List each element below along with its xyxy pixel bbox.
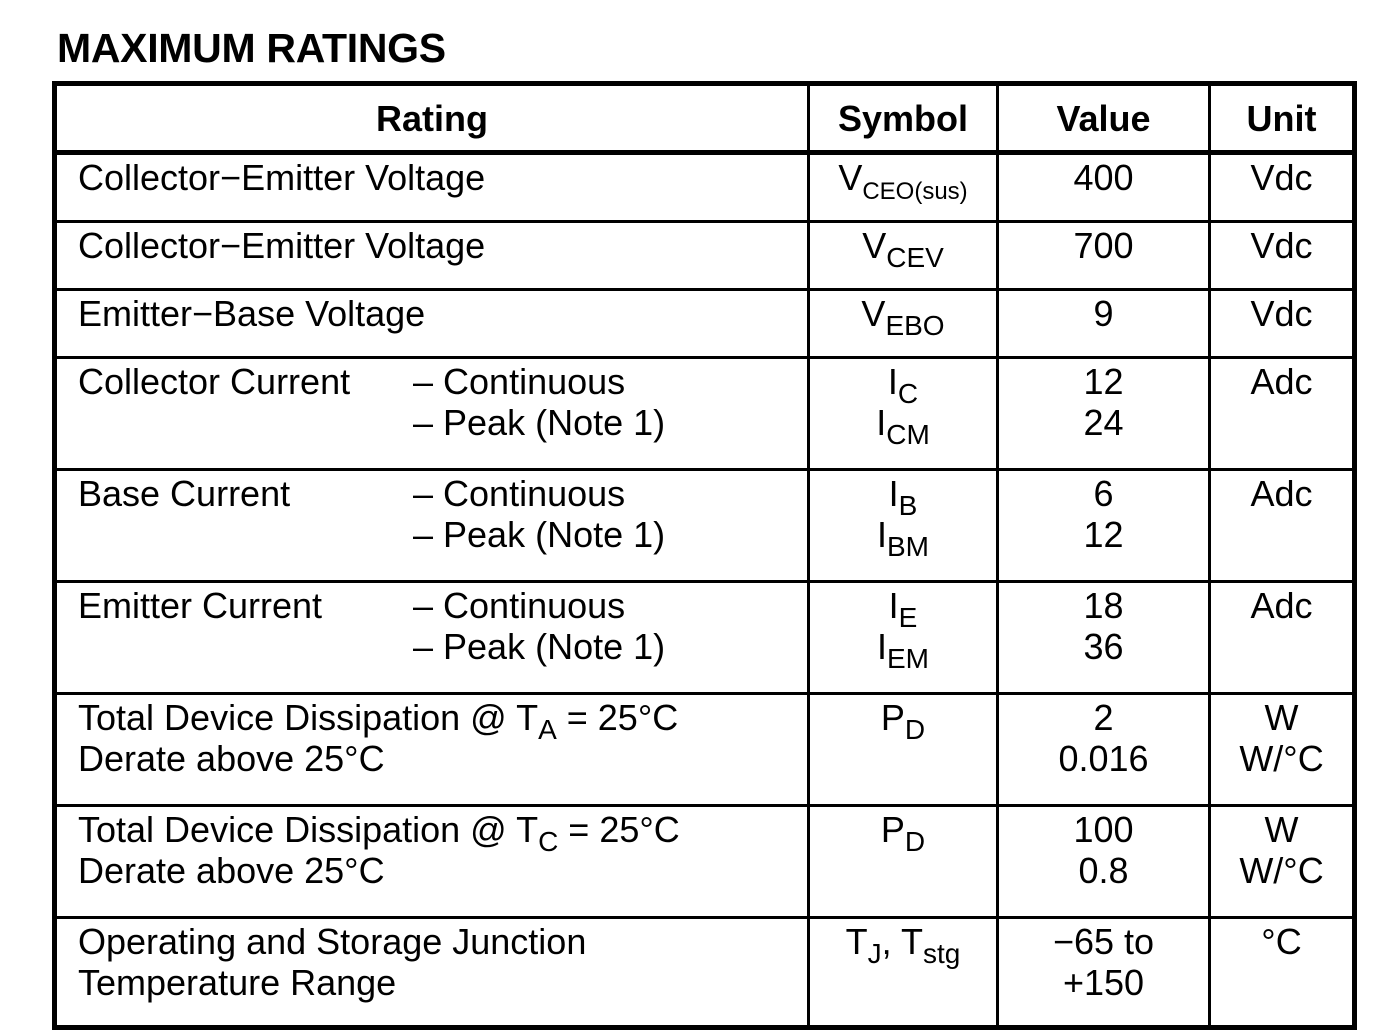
table-row: [55, 153, 1355, 222]
rating-cell: [55, 153, 809, 222]
value: 18: [1083, 585, 1124, 626]
unit-cell: [1210, 358, 1355, 470]
value: 12: [1083, 514, 1124, 555]
table-row: [55, 582, 1355, 694]
table-row: [55, 358, 1355, 470]
value: 2: [1093, 697, 1114, 738]
unit: W/°C: [1239, 850, 1324, 891]
value-cell: [998, 470, 1210, 582]
value-cell: [998, 358, 1210, 470]
value-cell: [998, 153, 1210, 222]
unit: Adc: [1250, 585, 1313, 626]
symbol-cell: [809, 694, 998, 806]
value-cell: [998, 694, 1210, 806]
symbol-cell: [809, 582, 998, 694]
value: 36: [1083, 626, 1124, 667]
maximum-ratings-table: [52, 81, 1357, 1030]
unit: °C: [1261, 921, 1302, 962]
value-cell: [998, 222, 1210, 290]
table-row: [55, 222, 1355, 290]
rating-cell: [55, 470, 809, 582]
symbol: $V_{EBO}$: [861, 293, 945, 341]
page-title: MAXIMUM RATINGS: [57, 25, 446, 71]
symbol: $V_{CEV}$: [862, 225, 944, 273]
unit: Vdc: [1250, 225, 1313, 266]
table-row: [55, 918, 1355, 1028]
symbol: $I_E$: [888, 585, 918, 633]
rating-text: Total Device Dissipation @ $T_A = 25^\circ C$: [78, 697, 679, 745]
header-rating: Rating: [55, 84, 809, 153]
value: 100: [1073, 809, 1134, 850]
value: 12: [1083, 361, 1124, 402]
rating-cell: [55, 582, 809, 694]
value-cell: [998, 918, 1210, 1028]
symbol-cell: [809, 806, 998, 918]
unit-cell: [1210, 582, 1355, 694]
rating-text: Derate above 25°C: [78, 738, 385, 779]
header-symbol: Symbol: [809, 84, 998, 153]
rating-text: Emitter Current: [78, 585, 323, 626]
rating-text: Operating and Storage Junction: [78, 921, 587, 962]
condition-text: – Continuous: [413, 473, 626, 514]
symbol: $V_{CEO(sus)}$: [838, 157, 968, 205]
symbol: $I_{EM}$: [876, 626, 929, 674]
symbol: $T_J$, $T_{stg}$: [845, 921, 961, 969]
value: 6: [1093, 473, 1114, 514]
header-row: [55, 84, 1355, 153]
unit-cell: [1210, 806, 1355, 918]
value-cell: [998, 582, 1210, 694]
symbol-cell: [809, 470, 998, 582]
symbol: $I_C$: [887, 361, 919, 409]
rating-cell: [55, 918, 809, 1028]
rating-cell: [55, 290, 809, 358]
rating-cell: [55, 694, 809, 806]
symbol-cell: [809, 358, 998, 470]
symbol-cell: [809, 290, 998, 358]
value: 0.016: [1058, 738, 1149, 779]
value-cell: [998, 290, 1210, 358]
unit-cell: [1210, 153, 1355, 222]
symbol-cell: [809, 918, 998, 1028]
condition-text: – Continuous: [413, 361, 626, 402]
rating-text: Collector−Emitter Voltage: [78, 225, 486, 266]
header-unit: Unit: [1210, 84, 1355, 153]
condition-text: – Peak (Note 1): [413, 626, 666, 667]
unit-cell: [1210, 470, 1355, 582]
unit: Adc: [1250, 361, 1313, 402]
table-row: [55, 470, 1355, 582]
table-row: [55, 694, 1355, 806]
value: +150: [1062, 962, 1145, 1003]
value: 9: [1093, 293, 1114, 334]
rating-text: Collector Current: [78, 361, 351, 402]
unit-cell: [1210, 694, 1355, 806]
unit: W/°C: [1239, 738, 1324, 779]
symbol-cell: [809, 153, 998, 222]
value: 700: [1073, 225, 1134, 266]
unit-cell: [1210, 222, 1355, 290]
condition-text: – Peak (Note 1): [413, 402, 666, 443]
rating-text: Derate above 25°C: [78, 850, 385, 891]
header-value: Value: [998, 84, 1210, 153]
value: 400: [1073, 157, 1134, 198]
rating-text: Base Current: [78, 473, 291, 514]
symbol: $I_{CM}$: [876, 402, 930, 450]
rating-cell: [55, 222, 809, 290]
symbol-cell: [809, 222, 998, 290]
unit-cell: [1210, 290, 1355, 358]
value: −65 to: [1052, 921, 1155, 962]
unit: W: [1264, 697, 1299, 738]
unit-cell: [1210, 918, 1355, 1028]
table-row: [55, 806, 1355, 918]
rating-cell: [55, 358, 809, 470]
symbol: $I_{BM}$: [876, 514, 929, 562]
condition-text: – Continuous: [413, 585, 626, 626]
rating-text: Temperature Range: [78, 962, 397, 1003]
value-cell: [998, 806, 1210, 918]
unit: W: [1264, 809, 1299, 850]
rating-text: Total Device Dissipation @ $T_C = 25^\circ C$: [78, 809, 680, 857]
unit: Adc: [1250, 473, 1313, 514]
value: 24: [1083, 402, 1124, 443]
rating-cell: [55, 806, 809, 918]
symbol: $I_B$: [888, 473, 918, 521]
table-row: [55, 290, 1355, 358]
rating-text: Emitter−Base Voltage: [78, 293, 426, 334]
unit: Vdc: [1250, 293, 1313, 334]
condition-text: – Peak (Note 1): [413, 514, 666, 555]
unit: Vdc: [1250, 157, 1313, 198]
symbol: $P_D$: [880, 809, 926, 857]
rating-text: Collector−Emitter Voltage: [78, 157, 486, 198]
value: 0.8: [1078, 850, 1129, 891]
symbol: $P_D$: [880, 697, 926, 745]
